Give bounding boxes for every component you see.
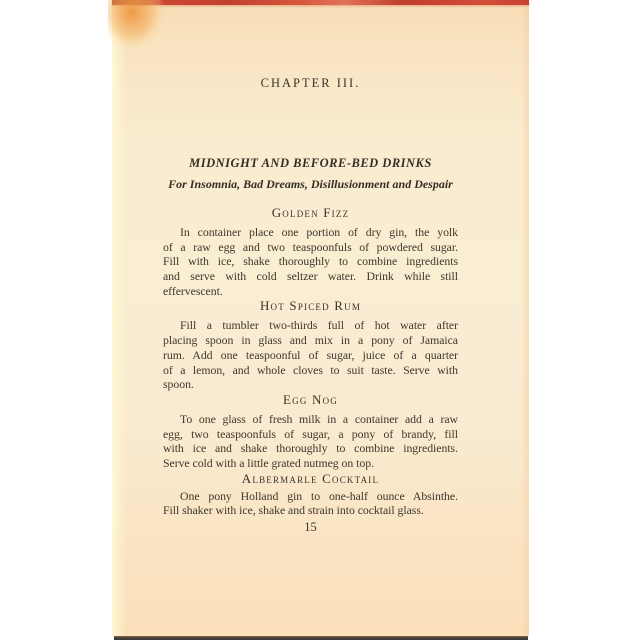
recipe-albermarle-cocktail (163, 471, 458, 518)
page-content (163, 0, 458, 636)
recipe-text-line: Fill shaker with ice, shake and strain into cocktail glass. (163, 503, 424, 518)
recipe-text-line: of a raw egg and two teaspoonfuls of powdered sugar. (163, 239, 458, 254)
recipe-heading: Albermarle Cocktail (241, 470, 380, 486)
chapter-heading: CHAPTER III. (260, 76, 361, 90)
recipe-text-line: and serve with cold seltzer water. Drink while still (163, 269, 458, 284)
recipe-heading: Egg Nog (283, 391, 338, 407)
section-subtitle: For Insomnia, Bad Dreams, Disillusionment and Despair (168, 177, 453, 191)
page-left-edge-highlight (112, 0, 126, 636)
section-title: MIDNIGHT AND BEFORE-BED DRINKS (189, 156, 432, 170)
recipe-heading: Golden Fizz (271, 205, 350, 220)
page-number: 15 (304, 520, 317, 534)
recipe-text-line: placing spoon in glass and mix in a pony of Jamaica (163, 333, 458, 348)
recipe-text-line: effervescent. (163, 283, 223, 298)
recipe-text-line: rum. Add one teaspoonful of sugar, juice of a quarter (163, 347, 458, 362)
page-right-edge-shading (521, 0, 529, 636)
recipe-egg-nog (163, 392, 458, 471)
recipe-text-line: One pony Holland gin to one-half ounce Absinthe. (180, 488, 458, 503)
recipe-text-line: of a lemon, and whole cloves to suit taste. Serve with (163, 362, 458, 377)
recipe-text-line: In container place one portion of dry gin, the yolk (180, 225, 458, 239)
book-bottom-dark-edge (114, 636, 528, 640)
recipe-text-line: with ice and shake thoroughly to combine ingredients. (163, 441, 458, 456)
recipe-text-line: Fill with ice, shake thoroughly to combine ingredients (163, 254, 458, 269)
book-page (112, 0, 529, 636)
recipe-text-line: spoon. (163, 377, 194, 392)
recipe-heading: Hot Spiced Rum (259, 298, 362, 314)
recipe-hot-spiced-rum (163, 298, 458, 391)
recipe-text-line: Serve cold with a little grated nutmeg on top. (163, 455, 374, 470)
recipe-text-line: To one glass of fresh milk in a container add a raw (180, 411, 458, 426)
recipe-text-line: Fill a tumbler two-thirds full of hot water after (180, 318, 458, 333)
recipe-golden-fizz (163, 205, 458, 298)
recipe-text-line: egg, two teaspoonfuls of sugar, a pony of brandy, fill (163, 426, 458, 441)
